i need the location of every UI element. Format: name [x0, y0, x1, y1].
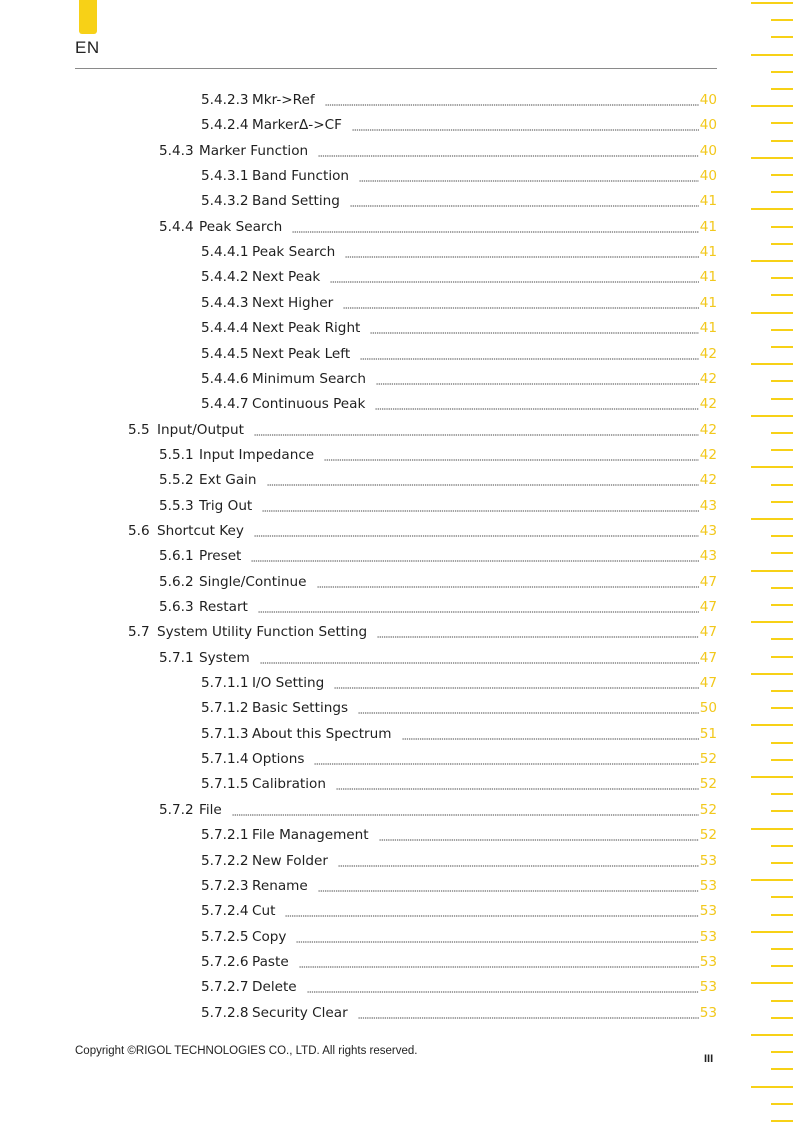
- toc-dot-leader: [336, 780, 699, 790]
- toc-entry-number: 5.4.2.4: [201, 117, 249, 134]
- toc-entry-title: Cut: [252, 903, 276, 920]
- toc-entry[interactable]: [159, 216, 717, 238]
- ruler-tick: [751, 621, 793, 623]
- toc-dot-leader: [314, 755, 698, 765]
- toc-entry-page-link[interactable]: 47: [699, 649, 717, 666]
- toc-entry-title: MarkerΔ->CF: [252, 117, 342, 134]
- toc-dot-leader: [334, 679, 698, 689]
- toc-entry-page-link[interactable]: 47: [699, 599, 717, 615]
- toc-dot-leader: [358, 704, 699, 714]
- ruler-tick: [771, 71, 793, 73]
- toc-entry[interactable]: [201, 89, 717, 111]
- toc-entry[interactable]: [159, 799, 717, 821]
- toc-entry[interactable]: [159, 545, 717, 567]
- toc-entry-title: Restart: [199, 599, 248, 615]
- ruler-tick: [771, 862, 793, 864]
- toc-entry-title: I/O Setting: [252, 675, 325, 692]
- toc-entry-number: 5.7.1.2: [201, 700, 249, 717]
- ruler-tick: [771, 191, 793, 193]
- toc-entry[interactable]: [201, 292, 717, 314]
- ruler-tick: [771, 329, 793, 331]
- toc-entry-title: Delete: [252, 979, 297, 996]
- ruler-tick: [771, 501, 793, 503]
- ruler-tick: [771, 810, 793, 812]
- ruler-tick: [751, 828, 793, 830]
- toc-dot-leader: [292, 223, 698, 233]
- toc-entry-page-link[interactable]: 40: [699, 92, 717, 108]
- ruler-tick: [771, 398, 793, 400]
- toc-entry-page-link[interactable]: 53: [699, 979, 717, 996]
- toc-entry-title: New Folder: [252, 852, 328, 869]
- toc-entry[interactable]: [201, 926, 717, 948]
- ruler-tick: [751, 312, 793, 314]
- toc-entry-title: Copy: [252, 928, 287, 945]
- ruler-tick: [771, 294, 793, 296]
- toc-entry[interactable]: [201, 368, 717, 390]
- toc-entry-title: Options: [252, 751, 305, 768]
- toc-entry-page-link[interactable]: 53: [699, 903, 717, 920]
- toc-entry-number: 5.7.2.2: [201, 852, 249, 869]
- toc-entry[interactable]: [159, 647, 717, 669]
- toc-entry-title: Peak Search: [199, 218, 283, 235]
- toc-entry-title: System: [199, 649, 250, 666]
- toc-entry-title: Next Peak Left: [252, 345, 351, 362]
- toc-entry-title: Single/Continue: [199, 573, 307, 590]
- toc-entry-title: Band Function: [252, 168, 350, 185]
- toc-dot-leader: [254, 527, 699, 537]
- toc-dot-leader: [345, 248, 698, 258]
- ruler-tick: [751, 105, 793, 107]
- ruler-tick: [751, 931, 793, 933]
- toc-entry-title: Paste: [252, 953, 289, 970]
- toc-dot-leader: [285, 907, 698, 917]
- toc-entry[interactable]: [201, 951, 717, 973]
- toc-entry-number: 5.4.3.2: [201, 193, 249, 210]
- toc-entry-number: 5.5.2: [159, 472, 194, 489]
- ruler-tick: [771, 380, 793, 382]
- ruler-tick: [751, 518, 793, 520]
- toc-entry[interactable]: [159, 495, 717, 517]
- toc-entry-number: 5.7.2.3: [201, 877, 249, 894]
- ruler-tick: [771, 174, 793, 176]
- ruler-tick: [771, 36, 793, 38]
- toc-entry-page-link[interactable]: 53: [699, 1004, 717, 1021]
- ruler-tick: [771, 707, 793, 709]
- ruler-tick: [751, 673, 793, 675]
- toc-entry-number: 5.4.4.2: [201, 269, 249, 286]
- ruler-tick: [751, 879, 793, 881]
- toc-entry[interactable]: [159, 444, 717, 466]
- toc-entry-title: Minimum Search: [252, 370, 367, 387]
- toc-entry-title: Next Higher: [252, 294, 334, 311]
- toc-entry[interactable]: [128, 419, 717, 441]
- toc-entry-page-link[interactable]: 41: [699, 320, 717, 337]
- toc-dot-leader: [352, 121, 699, 131]
- toc-entry[interactable]: [201, 393, 717, 415]
- toc-dot-leader: [307, 983, 699, 993]
- toc-entry[interactable]: [201, 900, 717, 922]
- toc-entry[interactable]: [201, 165, 717, 187]
- toc-entry-number: 5.5.3: [159, 497, 194, 514]
- ruler-tick: [771, 484, 793, 486]
- toc-entry-title: Security Clear: [252, 1004, 348, 1021]
- toc-entry[interactable]: [201, 824, 717, 846]
- ruler-tick: [771, 432, 793, 434]
- toc-dot-leader: [330, 273, 698, 283]
- toc-dot-leader: [267, 476, 699, 486]
- toc-entry-title: File: [199, 801, 222, 818]
- toc-entry[interactable]: [159, 596, 717, 618]
- toc-dot-leader: [317, 578, 699, 588]
- toc-dot-leader: [359, 172, 699, 182]
- toc-entry-number: 5.4.3: [159, 142, 194, 159]
- ruler-tick: [751, 2, 793, 4]
- toc-entry-number: 5.7.2.8: [201, 1004, 249, 1021]
- toc-entry-number: 5.7.2.6: [201, 953, 249, 970]
- toc-entry-number: 5.4.4.6: [201, 370, 249, 387]
- toc-entry-number: 5.7.1.3: [201, 725, 249, 742]
- toc-entry[interactable]: [159, 140, 717, 162]
- toc-entry[interactable]: [201, 748, 717, 770]
- toc-entry-page-link[interactable]: 41: [699, 218, 717, 235]
- toc-entry-number: 5.7.2.1: [201, 827, 249, 844]
- ruler-tick: [771, 535, 793, 537]
- toc-entry-page-link[interactable]: 52: [699, 801, 717, 818]
- toc-entry-page-link[interactable]: 41: [699, 193, 717, 210]
- toc-entry-title: Basic Settings: [252, 700, 349, 717]
- toc-dot-leader: [375, 400, 698, 410]
- toc-entry-title: Calibration: [252, 776, 326, 793]
- ruler-tick: [771, 742, 793, 744]
- toc-entry-page-link[interactable]: 41: [699, 294, 717, 311]
- ruler-tick: [771, 140, 793, 142]
- toc-entry-title: Input Impedance: [199, 446, 315, 463]
- ruler-tick: [751, 1086, 793, 1088]
- toc-entry-page-link[interactable]: 53: [699, 877, 717, 894]
- toc-dot-leader: [343, 299, 699, 309]
- ruler-tick: [771, 896, 793, 898]
- toc-entry-page-link[interactable]: 52: [699, 776, 717, 793]
- toc-entry[interactable]: [201, 723, 717, 745]
- toc-dot-leader: [260, 654, 699, 664]
- toc-entry-page-link[interactable]: 52: [699, 827, 717, 844]
- toc-entry[interactable]: [201, 317, 717, 339]
- toc-dot-leader: [262, 502, 698, 512]
- toc-entry-title: Shortcut Key: [157, 522, 244, 539]
- toc-entry-number: 5.7.1.1: [201, 675, 249, 692]
- toc-entry-number: 5.7.1.4: [201, 751, 249, 768]
- toc-entry-title: File Management: [252, 827, 369, 844]
- toc-entry-number: 5.6: [128, 522, 150, 539]
- ruler-tick: [771, 690, 793, 692]
- toc-dot-leader: [254, 426, 699, 436]
- ruler-tick: [751, 54, 793, 56]
- toc-entry-page-link[interactable]: 42: [699, 421, 717, 438]
- copyright-notice: Copyright ©RIGOL TECHNOLOGIES CO., LTD. All rights reserved.: [75, 1045, 418, 1057]
- toc-entry-page-link[interactable]: 41: [699, 269, 717, 286]
- toc-entry-number: 5.4.4.7: [201, 396, 249, 413]
- toc-entry-title: Next Peak: [252, 269, 321, 286]
- toc-entry-number: 5.7.2.4: [201, 903, 249, 920]
- toc-entry-title: Peak Search: [252, 244, 336, 261]
- ruler-tick: [751, 776, 793, 778]
- toc-entry[interactable]: [201, 266, 717, 288]
- ruler-tick: [771, 1017, 793, 1019]
- toc-entry-page-link[interactable]: 50: [699, 700, 717, 717]
- ruler-tick: [771, 587, 793, 589]
- ruler-tick: [771, 88, 793, 90]
- ruler-tick: [771, 19, 793, 21]
- toc-entry-number: 5.7.1: [159, 649, 194, 666]
- toc-entry[interactable]: [159, 469, 717, 491]
- toc-entry-page-link[interactable]: 51: [699, 725, 717, 742]
- toc-entry-title: About this Spectrum: [252, 725, 392, 742]
- ruler-tick: [771, 449, 793, 451]
- ruler-tick: [751, 1034, 793, 1036]
- toc-entry-page-link[interactable]: 47: [699, 675, 717, 692]
- ruler-tick: [771, 243, 793, 245]
- ruler-tick: [771, 845, 793, 847]
- toc-dot-leader: [350, 197, 699, 207]
- toc-entry[interactable]: [201, 343, 717, 365]
- toc-dot-leader: [379, 831, 699, 841]
- page-number: III: [704, 1053, 714, 1065]
- header-divider: [75, 68, 717, 69]
- ruler-tick: [751, 157, 793, 159]
- toc-entry-number: 5.4.4.3: [201, 294, 249, 311]
- toc-entry-number: 5.4.4.4: [201, 320, 249, 337]
- toc-entry-title: Input/Output: [157, 421, 244, 438]
- ruler-tick: [751, 415, 793, 417]
- toc-entry[interactable]: [201, 190, 717, 212]
- toc-entry-number: 5.7.2.5: [201, 928, 249, 945]
- toc-dot-leader: [370, 324, 698, 334]
- toc-entry-page-link[interactable]: 43: [699, 497, 717, 514]
- chapter-tab-marker: [79, 0, 97, 34]
- toc-entry-page-link[interactable]: 52: [699, 751, 717, 768]
- toc-entry-number: 5.7.2.7: [201, 979, 249, 996]
- toc-entry-number: 5.7.1.5: [201, 776, 249, 793]
- toc-dot-leader: [377, 628, 699, 638]
- ruler-tick: [771, 226, 793, 228]
- toc-dot-leader: [376, 375, 699, 385]
- toc-entry-title: Preset: [199, 548, 242, 565]
- ruler-tick: [771, 1103, 793, 1105]
- toc-entry-page-link[interactable]: 53: [699, 852, 717, 869]
- toc-dot-leader: [251, 552, 698, 562]
- toc-entry-title: Next Peak Right: [252, 320, 361, 337]
- toc-entry-page-link[interactable]: 40: [699, 117, 717, 134]
- ruler-tick: [751, 724, 793, 726]
- toc-entry-page-link[interactable]: 53: [699, 928, 717, 945]
- ruler-tick: [751, 466, 793, 468]
- toc-entry-number: 5.4.4.5: [201, 345, 249, 362]
- toc-dot-leader: [360, 350, 699, 360]
- toc-entry-page-link[interactable]: 47: [699, 573, 717, 590]
- toc-entry-number: 5.4.3.1: [201, 168, 249, 185]
- toc-entry-number: 5.7.2: [159, 801, 194, 818]
- ruler-tick: [771, 122, 793, 124]
- toc-entry-title: Ext Gain: [199, 472, 257, 489]
- ruler-tick: [771, 914, 793, 916]
- toc-entry[interactable]: [201, 773, 717, 795]
- toc-entry-page-link[interactable]: 42: [699, 446, 717, 463]
- toc-dot-leader: [299, 958, 699, 968]
- toc-entry-page-link[interactable]: 43: [699, 548, 717, 565]
- ruler-tick: [771, 759, 793, 761]
- toc-entry-number: 5.5.1: [159, 446, 194, 463]
- toc-entry-number: 5.4.4: [159, 218, 194, 235]
- toc-entry-page-link[interactable]: 42: [699, 370, 717, 387]
- toc-entry[interactable]: [201, 1002, 717, 1024]
- toc-dot-leader: [318, 882, 699, 892]
- ruler-tick: [771, 1051, 793, 1053]
- toc-entry-page-link[interactable]: 41: [699, 244, 717, 261]
- toc-entry-number: 5.6.3: [159, 599, 194, 615]
- ruler-tick: [771, 552, 793, 554]
- toc-dot-leader: [232, 806, 699, 816]
- toc-entry-title: Rename: [252, 877, 308, 894]
- toc-dot-leader: [325, 96, 699, 106]
- toc-entry-number: 5.6.1: [159, 548, 194, 565]
- toc-entry-page-link[interactable]: 42: [699, 345, 717, 362]
- language-label: EN: [75, 38, 100, 57]
- side-ruler-decoration: [745, 0, 793, 1122]
- toc-dot-leader: [402, 730, 699, 740]
- toc-entry-title: Band Setting: [252, 193, 340, 210]
- ruler-tick: [751, 363, 793, 365]
- toc-entry[interactable]: [201, 672, 717, 694]
- toc-entry-page-link[interactable]: 43: [699, 522, 717, 539]
- toc-entry[interactable]: [201, 697, 717, 719]
- ruler-tick: [751, 570, 793, 572]
- ruler-tick: [771, 948, 793, 950]
- toc-entry-title: System Utility Function Setting: [157, 624, 368, 641]
- toc-dot-leader: [324, 451, 699, 461]
- ruler-tick: [771, 346, 793, 348]
- toc-entry[interactable]: [128, 621, 717, 643]
- ruler-tick: [771, 1000, 793, 1002]
- ruler-tick: [751, 208, 793, 210]
- toc-entry-page-link[interactable]: 47: [699, 624, 717, 641]
- toc-entry-page-link[interactable]: 40: [699, 168, 717, 185]
- toc-entry-number: 5.4.2.3: [201, 92, 249, 108]
- toc-dot-leader: [358, 1009, 699, 1019]
- ruler-tick: [771, 656, 793, 658]
- toc-entry-number: 5.4.4.1: [201, 244, 249, 261]
- toc-dot-leader: [318, 147, 699, 157]
- ruler-tick: [751, 982, 793, 984]
- ruler-tick: [771, 793, 793, 795]
- toc-entry-number: 5.5: [128, 421, 150, 438]
- toc-entry[interactable]: [201, 850, 717, 872]
- toc-dot-leader: [296, 933, 698, 943]
- ruler-tick: [771, 638, 793, 640]
- toc-entry-title: Trig Out: [199, 497, 253, 514]
- toc-entry-page-link[interactable]: 42: [699, 472, 717, 489]
- toc-entry[interactable]: [201, 114, 717, 136]
- toc-entry-page-link[interactable]: 40: [699, 142, 717, 159]
- toc-entry-title: Mkr->Ref: [252, 92, 315, 108]
- toc-entry-title: Continuous Peak: [252, 396, 366, 413]
- toc-entry-page-link[interactable]: 42: [699, 396, 717, 413]
- toc-entry-number: 5.6.2: [159, 573, 194, 590]
- toc-entry[interactable]: [201, 875, 717, 897]
- ruler-tick: [771, 1068, 793, 1070]
- toc-entry-title: Marker Function: [199, 142, 309, 159]
- toc-entry[interactable]: [201, 241, 717, 263]
- toc-dot-leader: [258, 603, 699, 613]
- ruler-tick: [771, 965, 793, 967]
- toc-entry[interactable]: [201, 976, 717, 998]
- toc-dot-leader: [338, 857, 699, 867]
- ruler-tick: [771, 604, 793, 606]
- toc-entry[interactable]: [159, 571, 717, 593]
- toc-entry[interactable]: [128, 520, 717, 542]
- toc-entry-page-link[interactable]: 53: [699, 953, 717, 970]
- ruler-tick: [751, 260, 793, 262]
- ruler-tick: [771, 277, 793, 279]
- toc-entry-number: 5.7: [128, 624, 150, 641]
